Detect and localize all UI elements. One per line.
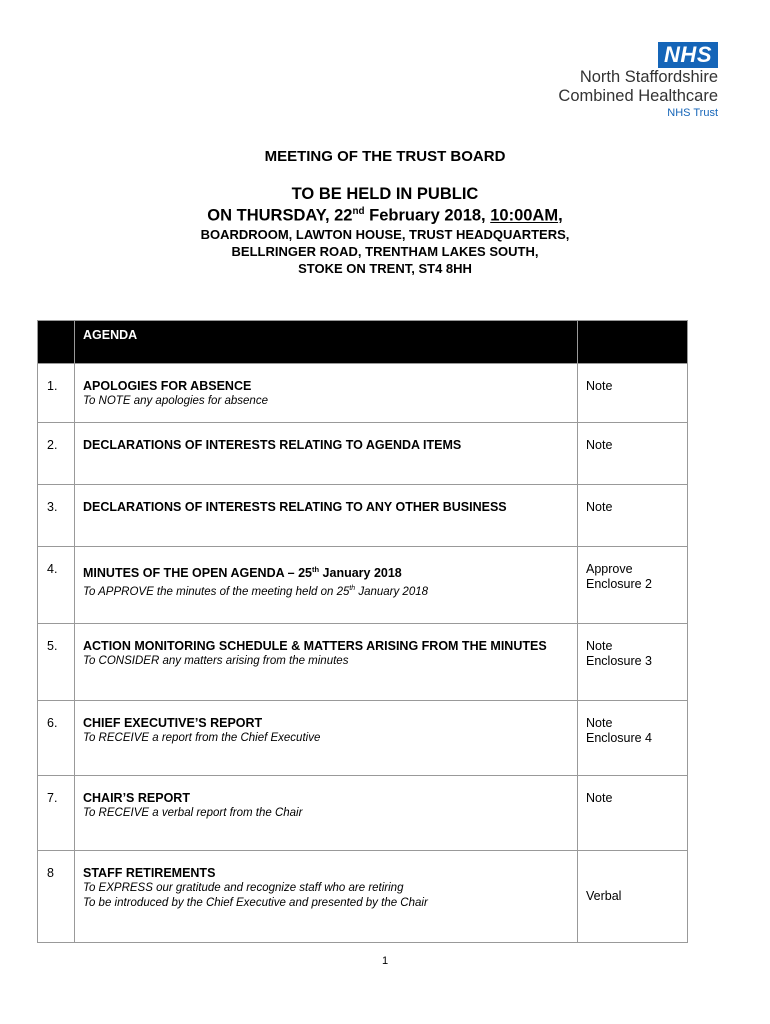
item-details [75, 624, 578, 701]
item-enclosure: Enclosure 2 [586, 577, 653, 591]
trust-label: NHS Trust [667, 107, 718, 119]
title-sup: th [311, 565, 320, 574]
item-action-label: Note [586, 791, 613, 805]
item-number: 4. [38, 547, 75, 624]
agenda-header-action [578, 321, 688, 364]
venue-line-2: BELLRINGER ROAD, TRENTHAM LAKES SOUTH, [231, 244, 539, 259]
item-action-label: Note [586, 438, 613, 452]
title-post: January 2018 [319, 566, 402, 581]
meeting-time: 10:00AM [490, 206, 559, 225]
venue-line-1: BOARDROOM, LAWTON HOUSE, TRUST HEADQUARTERS, [200, 227, 570, 242]
agenda-header-num [38, 321, 75, 364]
item-title: DECLARATIONS OF INTERESTS RELATING TO AGENDA ITEMS [83, 438, 462, 452]
item-title: APOLOGIES FOR ABSENCE [83, 379, 252, 393]
item-number: 2. [38, 423, 75, 485]
agenda-row [38, 485, 688, 547]
meeting-venue [0, 226, 770, 277]
agenda-row [38, 851, 688, 943]
item-number: 3. [38, 485, 75, 547]
item-description-2: To be introduced by the Chief Executive and presented by the Chair [83, 897, 428, 909]
date-mid: February 2018, [364, 206, 491, 225]
page-title: MEETING OF THE TRUST BOARD [264, 148, 506, 165]
meeting-subtitle: TO BE HELD IN PUBLIC [291, 185, 479, 203]
item-number: 7. [38, 776, 75, 851]
item-action-label: Approve [586, 562, 633, 576]
date-prefix: ON THURSDAY, 22 [207, 206, 353, 225]
item-details [75, 423, 578, 485]
sub-sup: th [349, 585, 356, 593]
venue-line-3: STOKE ON TRENT, ST4 8HH [298, 261, 472, 276]
nhs-logo [558, 42, 718, 120]
agenda-row [38, 547, 688, 624]
item-number: 8 [38, 851, 75, 943]
item-details [75, 776, 578, 851]
item-number: 5. [38, 624, 75, 701]
item-description: To NOTE any apologies for absence [83, 395, 268, 407]
sub-pre: To APPROVE the minutes of the meeting held on 25 [83, 585, 350, 598]
agenda-row [38, 423, 688, 485]
org-name-line1: North Staffordshire [579, 68, 718, 86]
date-suffix: , [558, 206, 563, 225]
item-enclosure: Enclosure 3 [586, 654, 653, 668]
item-action [578, 423, 688, 485]
item-details [75, 701, 578, 776]
item-action-label: Note [586, 639, 613, 653]
item-action [578, 851, 688, 943]
page-number: 1 [381, 955, 389, 967]
item-action [578, 364, 688, 423]
item-action [578, 624, 688, 701]
item-title [83, 562, 571, 581]
item-description: To EXPRESS our gratitude and recognize staff who are retiring [83, 882, 404, 894]
item-title: CHAIR’S REPORT [83, 791, 190, 805]
item-enclosure: Enclosure 4 [586, 731, 653, 745]
agenda-header-row [38, 321, 688, 364]
item-title: CHIEF EXECUTIVE’S REPORT [83, 716, 263, 730]
item-action-label: Verbal [586, 889, 622, 903]
agenda-row [38, 364, 688, 423]
item-action [578, 776, 688, 851]
agenda-heading: AGENDA [75, 321, 578, 364]
title-pre: MINUTES OF THE OPEN AGENDA – 25 [83, 566, 312, 581]
agenda-row [38, 624, 688, 701]
item-title: ACTION MONITORING SCHEDULE & MATTERS ARISING FROM THE MINUTES [83, 639, 547, 653]
item-action [578, 485, 688, 547]
item-description: To RECEIVE a verbal report from the Chair [83, 807, 303, 819]
item-action-label: Note [586, 716, 613, 730]
nhs-badge: NHS [658, 42, 718, 68]
item-description: To CONSIDER any matters arising from the minutes [83, 655, 349, 667]
item-title: STAFF RETIREMENTS [83, 866, 216, 880]
agenda-table [37, 320, 688, 943]
agenda-row [38, 701, 688, 776]
item-number: 6. [38, 701, 75, 776]
item-description: To RECEIVE a report from the Chief Executive [83, 732, 321, 744]
date-sup: nd [352, 206, 365, 217]
org-name-line2: Combined Healthcare [558, 87, 718, 105]
item-description [83, 581, 571, 600]
item-action [578, 547, 688, 624]
item-action [578, 701, 688, 776]
item-title: DECLARATIONS OF INTERESTS RELATING TO ANY OTHER BUSINESS [83, 500, 507, 514]
meeting-date [0, 206, 770, 226]
item-details [75, 364, 578, 423]
item-details [75, 485, 578, 547]
item-number: 1. [38, 364, 75, 423]
item-action-label: Note [586, 379, 613, 393]
item-details [75, 547, 578, 624]
sub-post: January 2018 [355, 585, 429, 598]
item-details [75, 851, 578, 943]
item-action-label: Note [586, 500, 613, 514]
agenda-row [38, 776, 688, 851]
